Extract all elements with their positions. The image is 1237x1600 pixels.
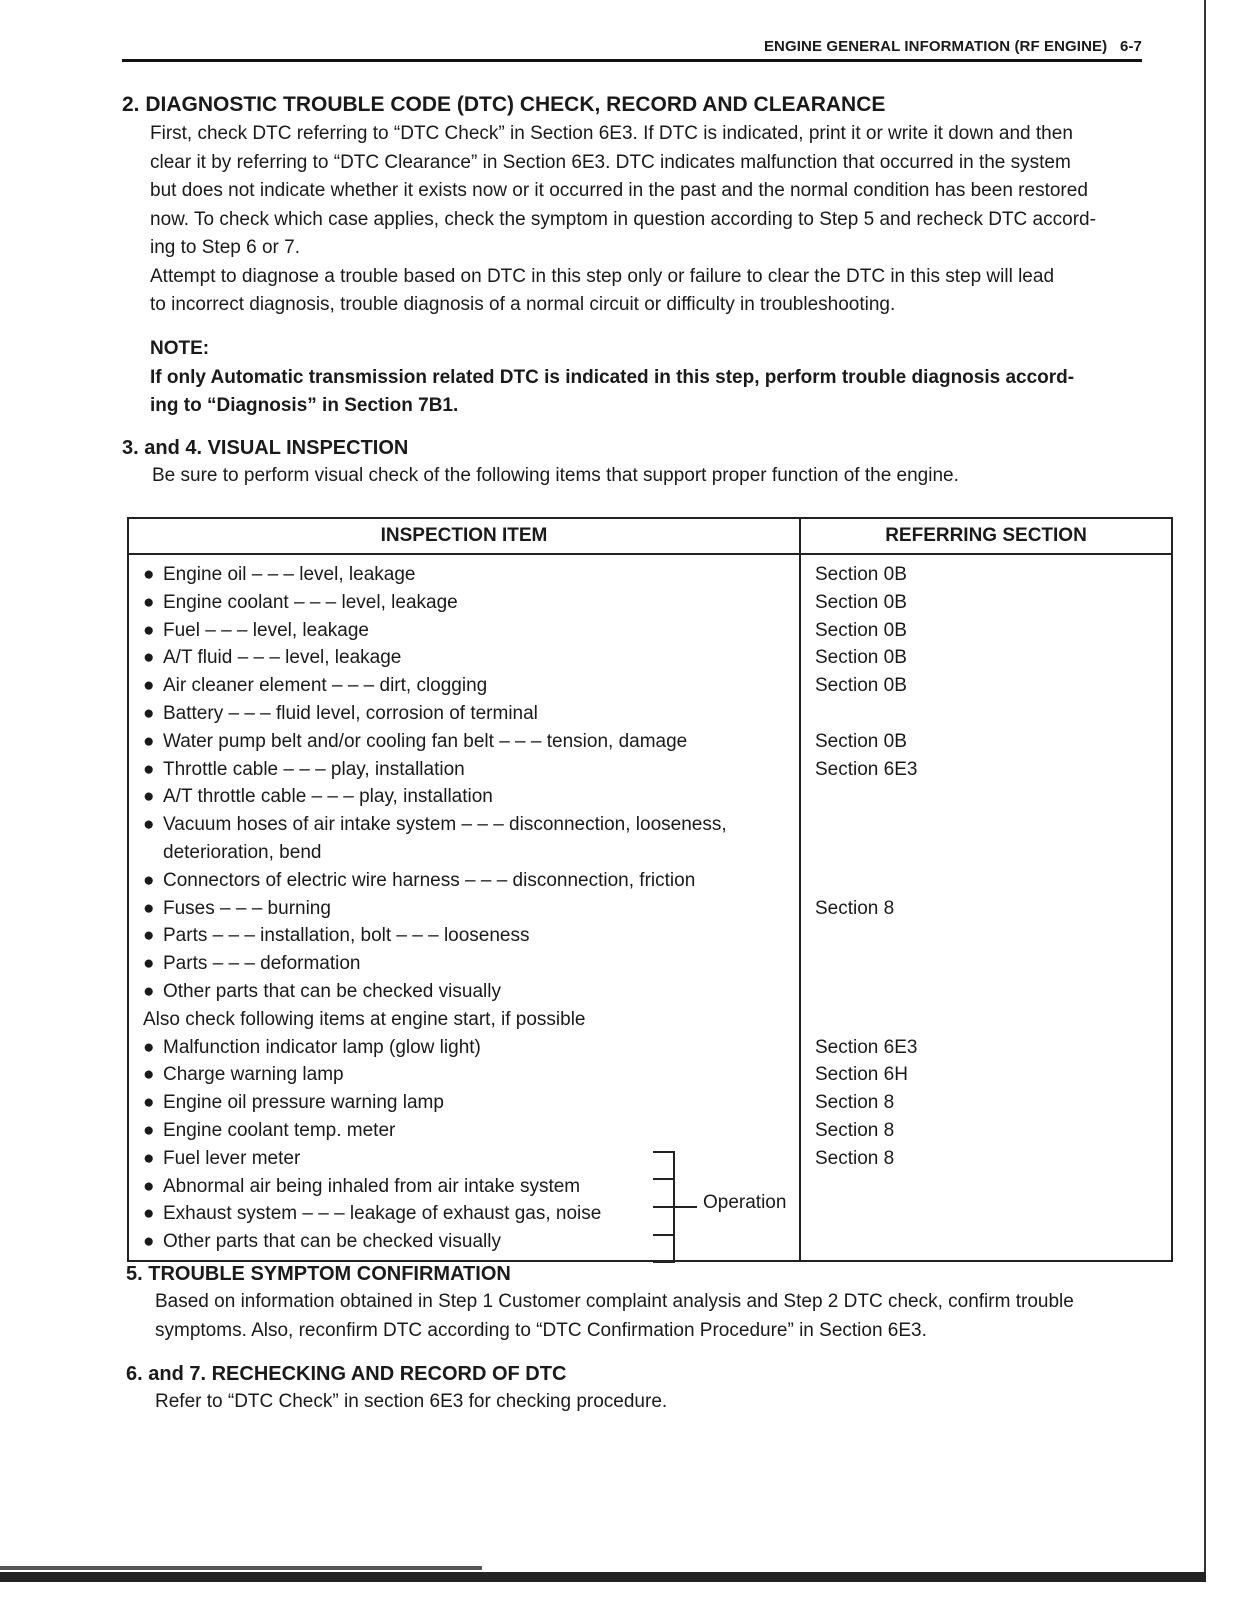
- text-line: symptoms. Also, reconfirm DTC according to “DTC Confirmation Procedure” in Section 6E3.: [155, 1319, 927, 1341]
- list-item: ● Other parts that can be checked visually: [143, 1231, 501, 1253]
- referring-section: Section 0B: [815, 564, 907, 585]
- referring-section: [815, 1228, 1171, 1256]
- section-2-paragraph-1: [150, 120, 1096, 320]
- referring-section: [815, 700, 1171, 728]
- referring-section: [815, 950, 1171, 978]
- note-block: [150, 335, 1074, 421]
- referring-section: Section 8: [815, 1092, 895, 1114]
- referring-section: [815, 783, 1171, 811]
- referring-section: [815, 922, 1171, 950]
- referring-sections-cell: [800, 554, 1172, 1261]
- operation-connector: [675, 1206, 697, 1208]
- text-line: but does not indicate whether it exists now or it occurred in the past and the normal condition has been restored: [150, 180, 1088, 201]
- referring-section: Section 0B: [815, 647, 907, 669]
- list-item: ● Fuel – – – level, leakage: [143, 619, 369, 641]
- inspection-table: [127, 517, 1173, 1262]
- list-item: ● Other parts that can be checked visually: [143, 980, 501, 1002]
- list-item: ● Parts – – – deformation: [143, 953, 361, 975]
- list-item: ● Connectors of electric wire harness – – – disconnection, friction: [143, 869, 696, 891]
- column-header-referring-section: REFERRING SECTION: [800, 518, 1172, 554]
- header-page-number: 6-7: [1120, 38, 1142, 55]
- section-6-line: Refer to “DTC Check” in section 6E3 for checking procedure.: [155, 1391, 668, 1412]
- list-item: ● Charge warning lamp: [143, 1064, 344, 1086]
- text-line: First, check DTC referring to “DTC Check” in Section 6E3. If DTC is indicated, print it or write it down and then: [150, 123, 1073, 144]
- list-item: ● Fuel lever meter: [143, 1147, 301, 1169]
- referring-section: Section 0B: [815, 619, 907, 641]
- operation-bracket: [645, 1151, 675, 1263]
- list-item: ● Abnormal air being inhaled from air intake system: [143, 1175, 581, 1197]
- text-line: Attempt to diagnose a trouble based on DTC in this step only or failure to clear the DTC in this step will lead: [150, 265, 1055, 287]
- section-6-heading: 6. and 7. RECHECKING AND RECORD OF DTC: [126, 1363, 567, 1385]
- list-item: ● Engine coolant – – – level, leakage: [143, 591, 458, 613]
- list-item: ● Air cleaner element – – – dirt, clogging: [143, 675, 488, 697]
- referring-section: Section 0B: [815, 591, 907, 613]
- referring-section: Section 8: [815, 1119, 895, 1141]
- text-line: to incorrect diagnosis, trouble diagnosis of a normal circuit or difficulty in troubleshooting.: [150, 294, 896, 315]
- list-item: ● Vacuum hoses of air intake system – – – disconnection, looseness,: [143, 814, 727, 836]
- text-line: now. To check which case applies, check the symptom in question according to Step 5 and recheck DTC accord-: [150, 208, 1096, 230]
- referring-section: [815, 867, 1171, 895]
- header-title: ENGINE GENERAL INFORMATION (RF ENGINE): [763, 38, 1108, 55]
- list-item: ● Malfunction indicator lamp (glow light): [143, 1036, 481, 1058]
- text-line: ing to Step 6 or 7.: [150, 237, 300, 258]
- list-item: ● A/T throttle cable – – – play, installation: [143, 786, 493, 808]
- referring-section: [815, 811, 1171, 839]
- list-item: ● Throttle cable – – – play, installation: [143, 758, 465, 780]
- engine-start-note: Also check following items at engine start, if possible: [143, 1008, 586, 1030]
- list-item: ● Parts – – – installation, bolt – – – looseness: [143, 925, 530, 947]
- header-rule: [122, 59, 1142, 62]
- list-item: ● A/T fluid – – – level, leakage: [143, 647, 402, 669]
- page-right-border: [1204, 0, 1206, 1578]
- text-line: clear it by referring to “DTC Clearance” in Section 6E3. DTC indicates malfunction that occurred in the system: [150, 151, 1071, 173]
- note-label: NOTE:: [150, 338, 210, 359]
- referring-section: Section 6E3: [815, 1036, 918, 1058]
- column-header-inspection-item: INSPECTION ITEM: [128, 518, 800, 554]
- list-item: ● Engine oil pressure warning lamp: [143, 1092, 444, 1114]
- referring-section: Section 6E3: [815, 758, 918, 780]
- list-item: ● Exhaust system – – – leakage of exhaust gas, noise: [143, 1203, 602, 1225]
- section-3-intro: Be sure to perform visual check of the following items that support proper function of the engine.: [152, 465, 959, 486]
- section-5-heading: 5. TROUBLE SYMPTOM CONFIRMATION: [126, 1263, 511, 1285]
- list-item-continuation: deterioration, bend: [163, 841, 322, 863]
- referring-section: Section 0B: [815, 675, 907, 697]
- referring-section: [815, 1006, 1171, 1034]
- text-line: Based on information obtained in Step 1 Customer complaint analysis and Step 2 DTC check, confirm trouble: [155, 1291, 1074, 1312]
- list-item: ● Engine coolant temp. meter: [143, 1119, 396, 1141]
- page-header: [764, 38, 1142, 55]
- referring-section: [815, 839, 1171, 867]
- referring-section: Section 6H: [815, 1064, 908, 1086]
- referring-section: [815, 1200, 1171, 1228]
- list-item: ● Battery – – – fluid level, corrosion of terminal: [143, 702, 538, 724]
- inspection-items-cell: [128, 554, 800, 1261]
- page-bottom-edge: [0, 1572, 1206, 1582]
- operation-label: Operation: [703, 1192, 787, 1213]
- referring-section: [815, 978, 1171, 1006]
- section-2-heading: 2. DIAGNOSTIC TROUBLE CODE (DTC) CHECK, RECORD AND CLEARANCE: [122, 93, 886, 116]
- note-line: ing to “Diagnosis” in Section 7B1.: [150, 395, 459, 416]
- referring-section: Section 8: [815, 897, 895, 919]
- section-3-heading: 3. and 4. VISUAL INSPECTION: [122, 437, 409, 459]
- list-item: ● Fuses – – – burning: [143, 897, 331, 919]
- referring-section: Section 0B: [815, 730, 907, 752]
- list-item: ● Engine oil – – – level, leakage: [143, 564, 416, 585]
- note-line: If only Automatic transmission related DTC is indicated in this step, perform trouble diagnosis accord-: [150, 366, 1075, 388]
- referring-section: [815, 1173, 1171, 1201]
- section-5-paragraph: [155, 1288, 1074, 1345]
- list-item: ● Water pump belt and/or cooling fan belt – – – tension, damage: [143, 730, 688, 752]
- referring-section: Section 8: [815, 1147, 895, 1169]
